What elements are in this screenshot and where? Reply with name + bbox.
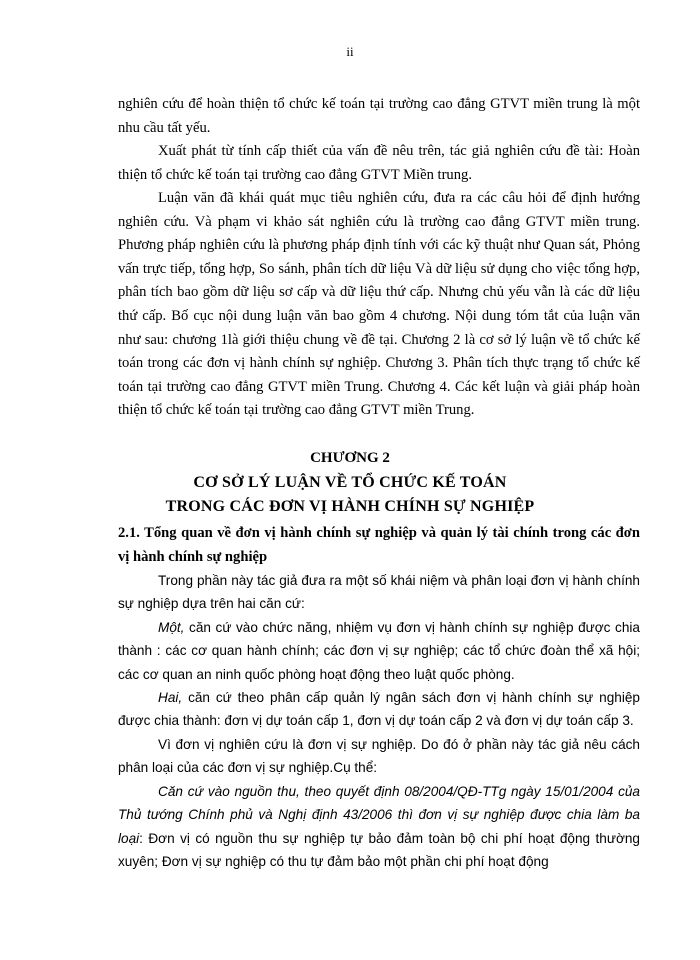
section-paragraph-4: Vì đơn vị nghiên cứu là đơn vị sự nghiệp. Do đó ở phần này tác giả nêu cách phân loại của các đơn vị sự nghiệp.Cụ thể:	[118, 737, 640, 776]
section-paragraph-2	[118, 616, 640, 686]
intro-paragraph-2: Xuất phát từ tính cấp thiết của vấn đề nêu trên, tác giả nghiên cứu đề tài: Hoàn thiện tổ chức kế toán tại trường cao đẳng GTVT Miền trung.	[118, 143, 640, 183]
section-paragraph-3	[118, 686, 640, 733]
paragraph-5-italic: Căn cứ vào nguồn thu, theo quyết định 08/2004/QĐ-TTg ngày 15/01/2004 của Thủ tướng Chính phủ và Nghị định 43/2006 thì đơn vị sự nghiệp được chia làm ba loại	[118, 784, 640, 846]
intro-paragraph-3: Luận văn đã khái quát mục tiêu nghiên cứu, đưa ra các câu hỏi để định hướng nghiên cứu. Và phạm vi khảo sát nghiên cứu là trường cao đẳng GTVT miền trung. Phương pháp nghiên cứu là phương pháp định tính với các kỹ thuật như Quan sát, Phỏng vấn trực tiếp, tổng hợp, So sánh, phân tích dữ liệu Và dữ liệu sử dụng cho việc tổng hợp, phân tích bao gồm dữ liệu sơ cấp và dữ liệu thứ cấp. Nhưng chủ yếu vẫn là các dữ liệu thứ cấp. Bố cục nội dung luận văn bao gồm 4 chương. Nội dung tóm tắt của luận văn như sau: chương 1là giới thiệu chung về đề tại. Chương 2 là cơ sở lý luận về tổ chức kế toán trong các đơn vị hành chính sự nghiệp. Chương 3. Phân tích thực trạng tổ chức kế toán tại trường cao đẳng GTVT miền Trung. Chương 4. Các kết luận và giải pháp hoàn thiện tổ chức kế toán tại trường cao đẳng GTVT miền Trung.	[118, 190, 640, 419]
page-number: ii	[346, 44, 354, 59]
chapter-title-line-2: TRONG CÁC ĐƠN VỊ HÀNH CHÍNH SỰ NGHIỆP	[165, 498, 535, 515]
chapter-title-line-1: CƠ SỞ LÝ LUẬN VỀ TỔ CHỨC KẾ TOÁN	[193, 474, 507, 491]
paragraph-2-text: căn cứ vào chức năng, nhiệm vụ đơn vị hành chính sự nghiệp được chia thành : các cơ quan hành chính; các đơn vị sự nghiệp; các tổ chức đoàn thể xã hội; các cơ quan an ninh quốc phòng hoạt động theo luật quốc phòng.	[118, 620, 640, 682]
intro-paragraph-1: nghiên cứu để hoàn thiện tổ chức kế toán tại trường cao đẳng GTVT miền trung là một nhu cầu tất yếu.	[118, 96, 640, 136]
chapter-label: CHƯƠNG 2	[310, 450, 390, 466]
section-paragraph-1: Trong phần này tác giả đưa ra một số khái niệm và phân loại đơn vị hành chính sự nghiệp dựa trên hai căn cứ:	[118, 573, 640, 612]
paragraph-5-text: : Đơn vị có nguồn thu sự nghiệp tự bảo đảm toàn bộ chi phí hoạt động thường xuyên; Đơn vị sự nghiệp có thu tự đảm bảo một phần chi phí hoạt động	[118, 830, 640, 869]
section-paragraph-5	[118, 780, 640, 873]
paragraph-3-text: căn cứ theo phân cấp quản lý ngân sách đơn vị hành chính sự nghiệp được chia thành: đơn vị dự toán cấp 1, đơn vị dự toán cấp 2 và đơn vị dự toán cấp 3.	[118, 690, 640, 729]
paragraph-lead-mot: Một,	[158, 620, 185, 635]
section-heading-2-1: 2.1. Tổng quan về đơn vị hành chính sự nghiệp và quản lý tài chính trong các đơn vị hành chính sự nghiệp	[118, 525, 640, 565]
paragraph-lead-hai: Hai,	[158, 690, 183, 705]
